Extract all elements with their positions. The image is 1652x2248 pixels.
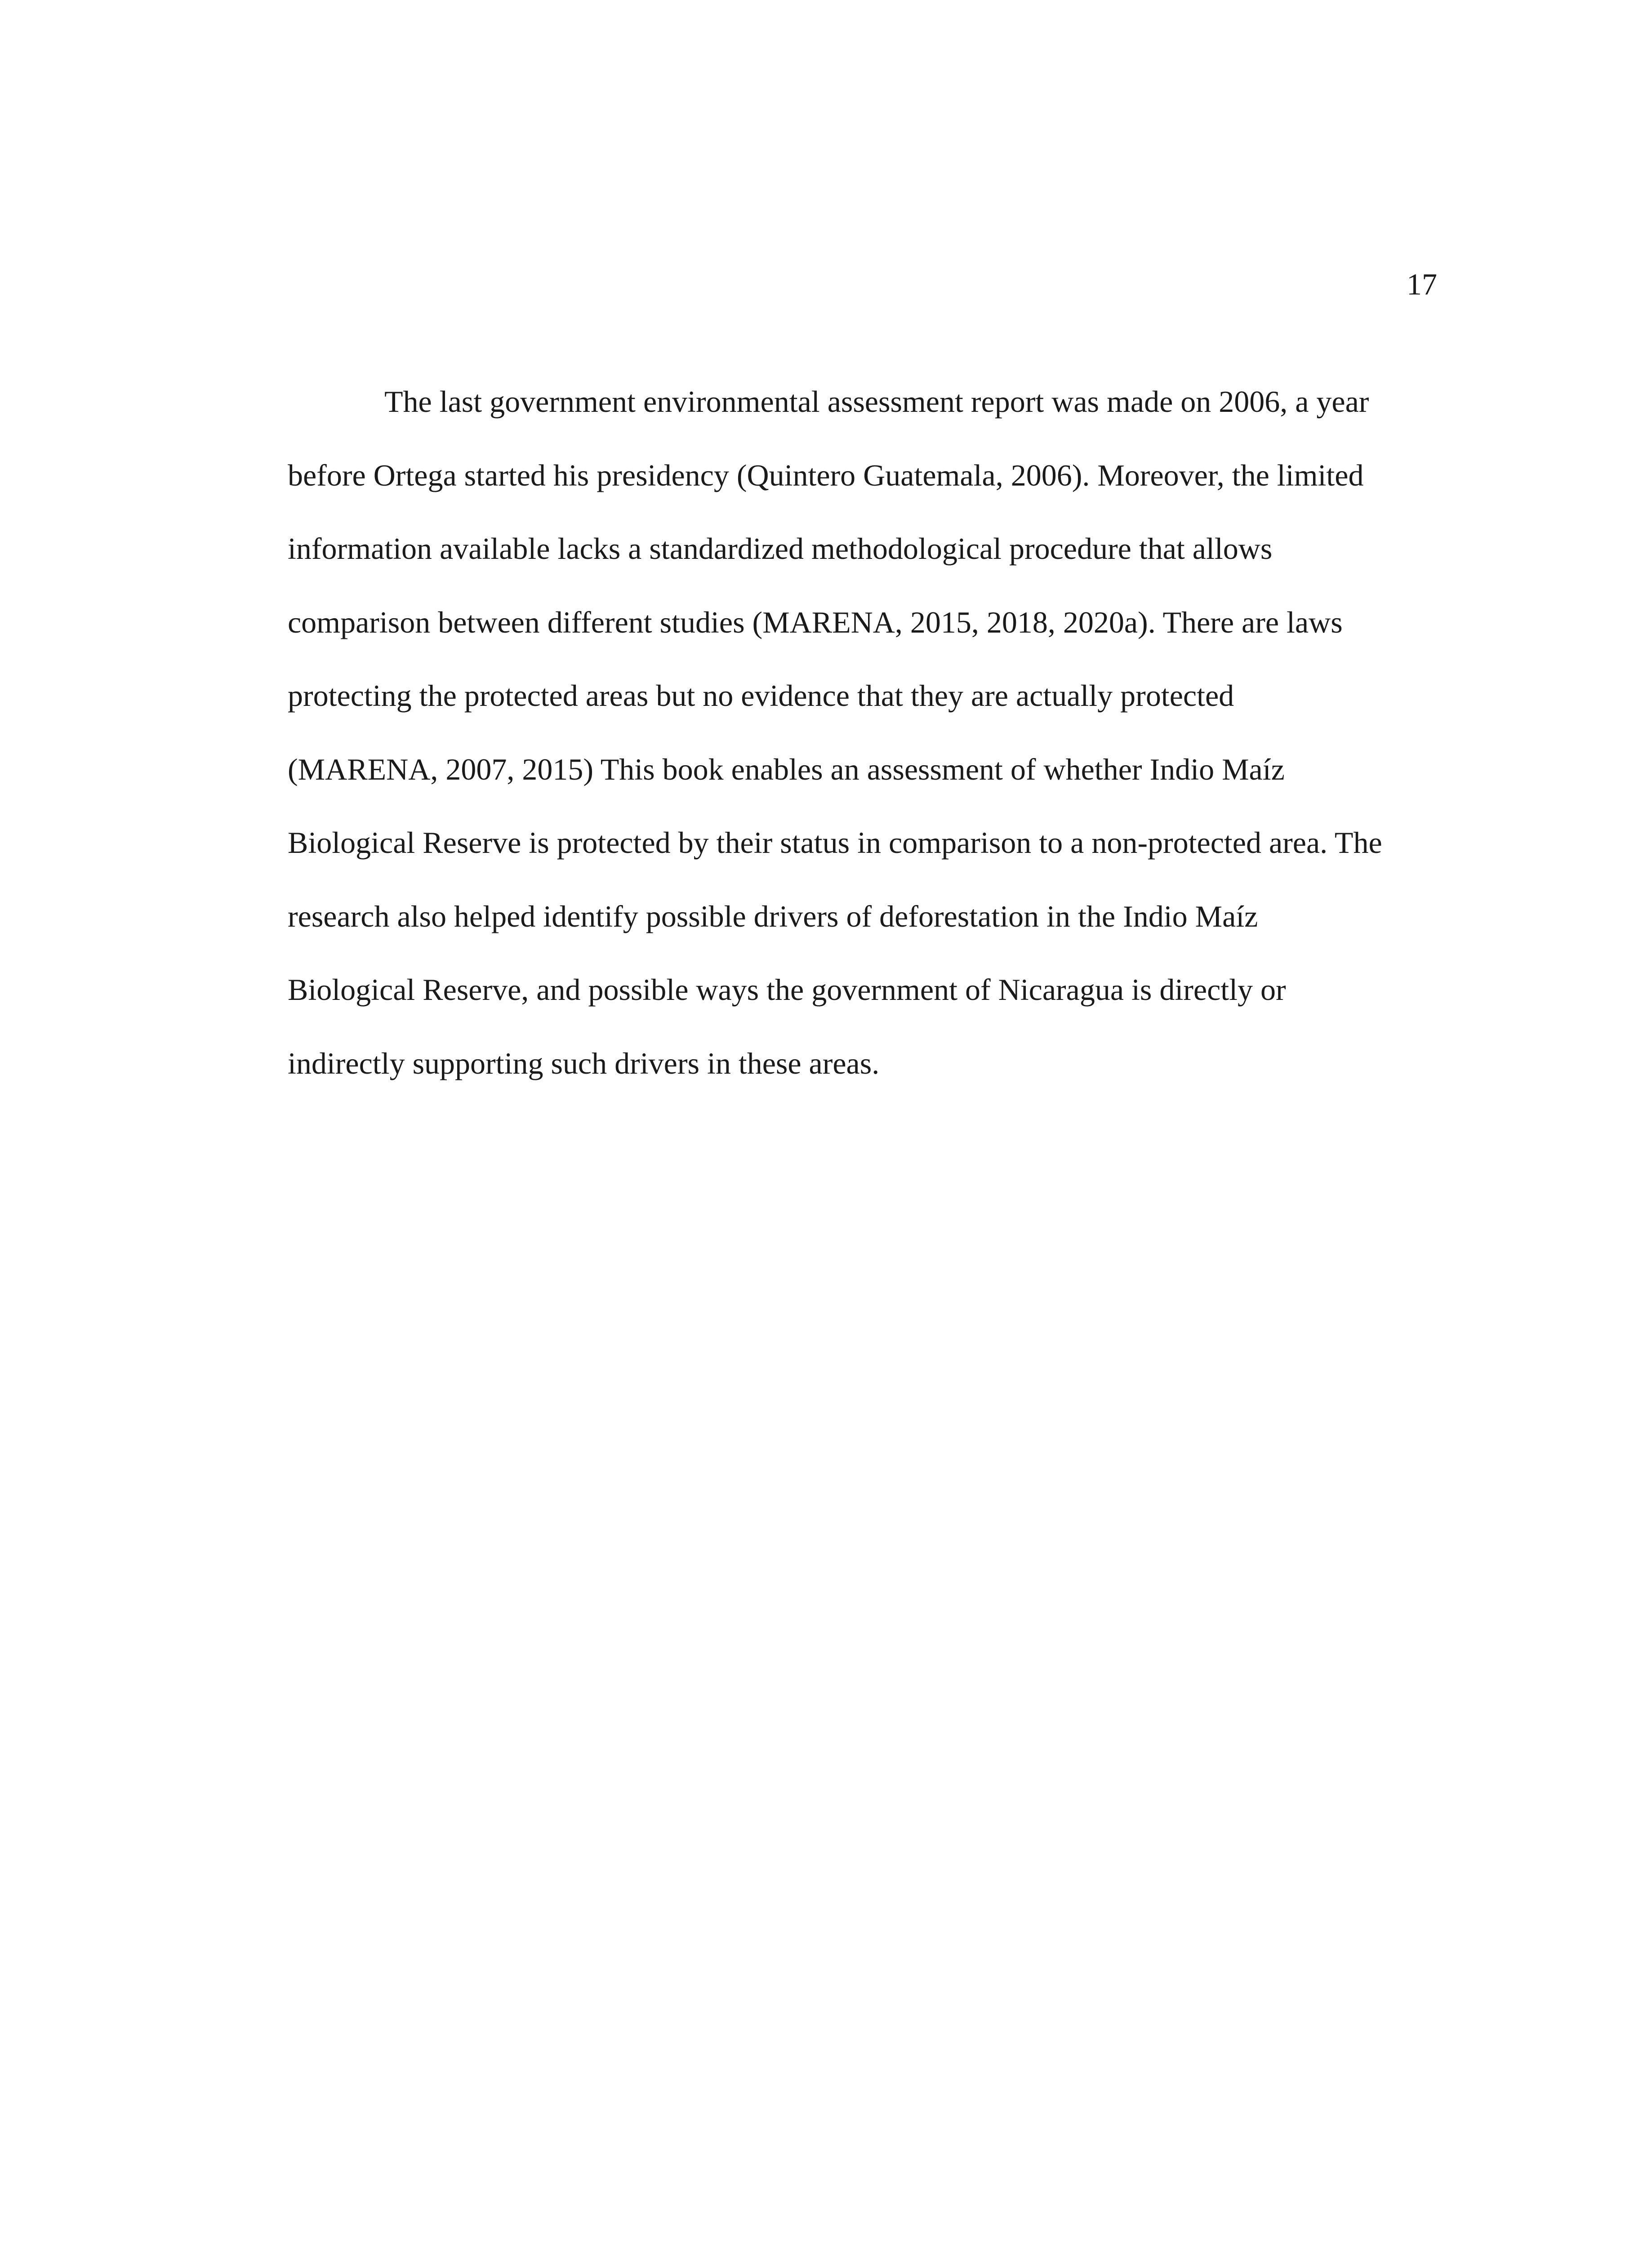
body-paragraph — [288, 365, 1438, 1100]
paragraph-line: Biological Reserve is protected by their status in comparison to a non-protected area. The — [288, 825, 1382, 860]
paragraph-line: research also helped identify possible drivers of deforestation in the Indio Maíz — [288, 899, 1258, 933]
paragraph-line: information available lacks a standardized methodological procedure that allows — [288, 531, 1273, 566]
paragraph-line: comparison between different studies (MARENA, 2015, 2018, 2020a). There are laws — [288, 605, 1343, 639]
paragraph-line: Biological Reserve, and possible ways the government of Nicaragua is directly or — [288, 972, 1286, 1007]
page-number: 17 — [1407, 267, 1437, 301]
paragraph-line: The last government environmental assessment report was made on 2006, a year — [384, 384, 1369, 419]
paragraph-line: indirectly supporting such drivers in these areas. — [288, 1046, 880, 1080]
paragraph-line: (MARENA, 2007, 2015) This book enables an assessment of whether Indio Maíz — [288, 752, 1285, 786]
paragraph-line: protecting the protected areas but no evidence that they are actually protected — [288, 678, 1234, 713]
paragraph-line: before Ortega started his presidency (Quintero Guatemala, 2006). Moreover, the limited — [288, 458, 1364, 492]
